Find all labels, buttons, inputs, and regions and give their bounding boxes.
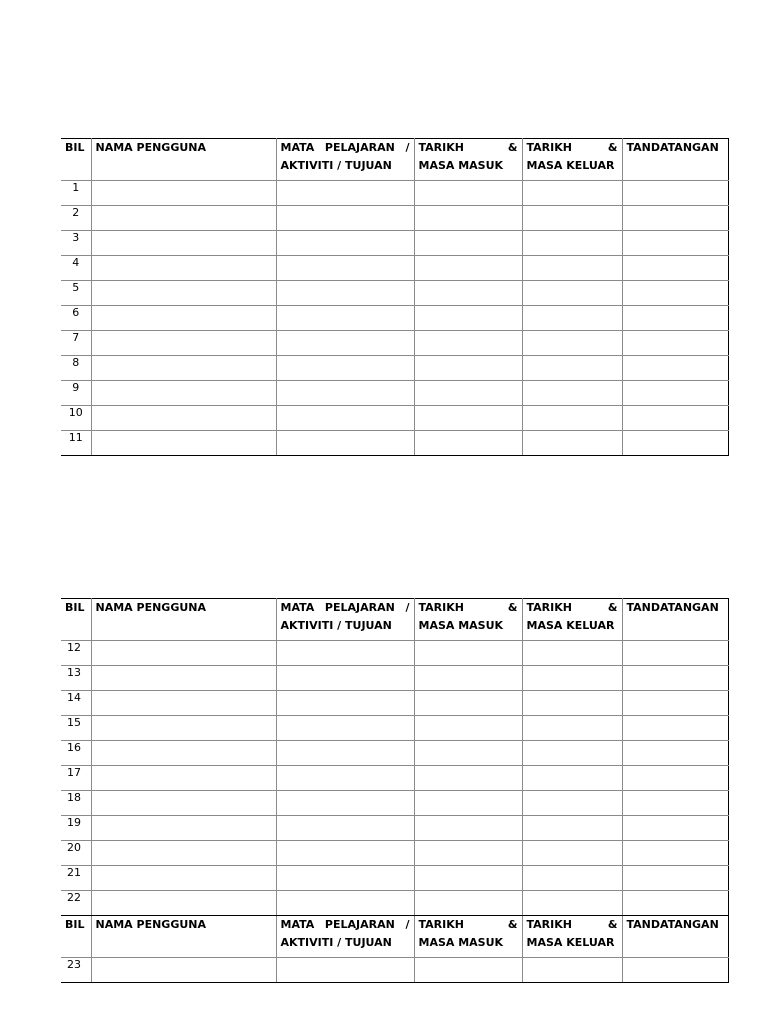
tandatangan-cell[interactable] [622, 666, 728, 691]
tarikh-masa-keluar-cell[interactable] [522, 356, 622, 381]
tandatangan-cell[interactable] [622, 281, 728, 306]
tandatangan-cell[interactable] [622, 231, 728, 256]
bil-cell: 20 [61, 841, 91, 866]
tarikh-masa-keluar-cell[interactable] [522, 741, 622, 766]
header-mata-pelajaran: MATA PELAJARAN / AKTIVITI / TUJUAN [276, 599, 414, 641]
mata-pelajaran-cell[interactable] [276, 331, 414, 356]
tarikh-masa-keluar-cell[interactable] [522, 206, 622, 231]
tandatangan-cell[interactable] [622, 691, 728, 716]
tarikh-masa-keluar-cell[interactable] [522, 666, 622, 691]
log-table-2 [61, 598, 729, 983]
table-row [61, 741, 728, 766]
bil-cell: 13 [61, 666, 91, 691]
tarikh-masa-keluar-cell[interactable] [522, 958, 622, 983]
nama-pengguna-cell[interactable] [91, 181, 276, 206]
nama-pengguna-cell[interactable] [91, 816, 276, 841]
tarikh-masa-keluar-cell[interactable] [522, 256, 622, 281]
mata-pelajaran-cell[interactable] [276, 641, 414, 666]
tarikh-masa-masuk-cell[interactable] [414, 958, 522, 983]
table-row [61, 356, 728, 381]
tandatangan-cell[interactable] [622, 331, 728, 356]
bil-cell: 21 [61, 866, 91, 891]
bil-cell: 14 [61, 691, 91, 716]
header-tarikh-masa-keluar: TARIKH & MASA KELUAR [522, 599, 622, 641]
tarikh-masa-masuk-cell[interactable] [414, 181, 522, 206]
mata-pelajaran-cell[interactable] [276, 181, 414, 206]
mata-pelajaran-cell[interactable] [276, 841, 414, 866]
bil-cell: 23 [61, 958, 91, 983]
mata-pelajaran-cell[interactable] [276, 356, 414, 381]
tarikh-masa-masuk-cell[interactable] [414, 691, 522, 716]
bil-cell: 18 [61, 791, 91, 816]
mata-pelajaran-cell[interactable] [276, 206, 414, 231]
tarikh-masa-keluar-cell[interactable] [522, 791, 622, 816]
tarikh-masa-masuk-cell[interactable] [414, 381, 522, 406]
tarikh-masa-masuk-cell[interactable] [414, 431, 522, 456]
header-tandatangan: TANDATANGAN [622, 599, 728, 641]
nama-pengguna-cell[interactable] [91, 691, 276, 716]
mata-pelajaran-cell[interactable] [276, 381, 414, 406]
header-nama-pengguna: NAMA PENGGUNA [91, 139, 276, 181]
bil-cell: 2 [61, 206, 91, 231]
bil-cell: 6 [61, 306, 91, 331]
table-row [61, 691, 728, 716]
mata-pelajaran-cell[interactable] [276, 431, 414, 456]
tandatangan-cell[interactable] [622, 891, 728, 916]
bil-cell: 11 [61, 431, 91, 456]
table-row [61, 791, 728, 816]
tarikh-masa-keluar-cell[interactable] [522, 641, 622, 666]
mata-pelajaran-cell[interactable] [276, 256, 414, 281]
tarikh-masa-keluar-cell[interactable] [522, 381, 622, 406]
nama-pengguna-cell[interactable] [91, 256, 276, 281]
nama-pengguna-cell[interactable] [91, 431, 276, 456]
table-row [61, 331, 728, 356]
nama-pengguna-cell[interactable] [91, 741, 276, 766]
tarikh-masa-masuk-cell[interactable] [414, 741, 522, 766]
tandatangan-cell[interactable] [622, 641, 728, 666]
mata-pelajaran-cell[interactable] [276, 741, 414, 766]
table-header-row [61, 599, 728, 641]
header-tandatangan: TANDATANGAN [622, 916, 728, 958]
tandatangan-cell[interactable] [622, 741, 728, 766]
tarikh-masa-keluar-cell[interactable] [522, 431, 622, 456]
nama-pengguna-cell[interactable] [91, 331, 276, 356]
nama-pengguna-cell[interactable] [91, 891, 276, 916]
table-row [61, 406, 728, 431]
bil-cell: 19 [61, 816, 91, 841]
tarikh-masa-masuk-cell[interactable] [414, 356, 522, 381]
tarikh-masa-keluar-cell[interactable] [522, 406, 622, 431]
tarikh-masa-keluar-cell[interactable] [522, 306, 622, 331]
mata-pelajaran-cell[interactable] [276, 306, 414, 331]
tarikh-masa-keluar-cell[interactable] [522, 281, 622, 306]
tarikh-masa-keluar-cell[interactable] [522, 231, 622, 256]
table-row [61, 431, 728, 456]
nama-pengguna-cell[interactable] [91, 356, 276, 381]
bil-cell: 15 [61, 716, 91, 741]
table-row [61, 181, 728, 206]
nama-pengguna-cell[interactable] [91, 716, 276, 741]
header-mata-pelajaran: MATA PELAJARAN / AKTIVITI / TUJUAN [276, 139, 414, 181]
tarikh-masa-keluar-cell[interactable] [522, 181, 622, 206]
tarikh-masa-masuk-cell[interactable] [414, 331, 522, 356]
mata-pelajaran-cell[interactable] [276, 281, 414, 306]
mata-pelajaran-cell[interactable] [276, 816, 414, 841]
table-row [61, 891, 728, 916]
table-row [61, 841, 728, 866]
header-tarikh-masa-masuk: TARIKH & MASA MASUK [414, 599, 522, 641]
table-row [61, 666, 728, 691]
header-bil: BIL [61, 139, 91, 181]
nama-pengguna-cell[interactable] [91, 641, 276, 666]
bil-cell: 7 [61, 331, 91, 356]
tarikh-masa-keluar-cell[interactable] [522, 891, 622, 916]
tandatangan-cell[interactable] [622, 381, 728, 406]
bil-cell: 12 [61, 641, 91, 666]
table-row [61, 958, 728, 983]
bil-cell: 1 [61, 181, 91, 206]
tarikh-masa-keluar-cell[interactable] [522, 866, 622, 891]
header-tarikh-masa-masuk: TARIKH & MASA MASUK [414, 139, 522, 181]
tarikh-masa-masuk-cell[interactable] [414, 666, 522, 691]
tarikh-masa-masuk-cell[interactable] [414, 641, 522, 666]
tarikh-masa-keluar-cell[interactable] [522, 841, 622, 866]
header-tarikh-masa-keluar: TARIKH & MASA KELUAR [522, 139, 622, 181]
mata-pelajaran-cell[interactable] [276, 231, 414, 256]
tandatangan-cell[interactable] [622, 256, 728, 281]
table-row [61, 641, 728, 666]
tandatangan-cell[interactable] [622, 816, 728, 841]
table-row [61, 716, 728, 741]
table-row [61, 306, 728, 331]
tarikh-masa-masuk-cell[interactable] [414, 281, 522, 306]
table-row [61, 231, 728, 256]
bil-cell: 8 [61, 356, 91, 381]
header-tarikh-masa-masuk: TARIKH & MASA MASUK [414, 916, 522, 958]
table-row [61, 866, 728, 891]
tandatangan-cell[interactable] [622, 356, 728, 381]
nama-pengguna-cell[interactable] [91, 306, 276, 331]
tarikh-masa-masuk-cell[interactable] [414, 716, 522, 741]
mata-pelajaran-cell[interactable] [276, 691, 414, 716]
tarikh-masa-masuk-cell[interactable] [414, 816, 522, 841]
bil-cell: 10 [61, 406, 91, 431]
mata-pelajaran-cell[interactable] [276, 958, 414, 983]
header-tandatangan: TANDATANGAN [622, 139, 728, 181]
tandatangan-cell[interactable] [622, 791, 728, 816]
tarikh-masa-masuk-cell[interactable] [414, 406, 522, 431]
tandatangan-cell[interactable] [622, 431, 728, 456]
tandatangan-cell[interactable] [622, 841, 728, 866]
nama-pengguna-cell[interactable] [91, 791, 276, 816]
tarikh-masa-masuk-cell[interactable] [414, 766, 522, 791]
tarikh-masa-keluar-cell[interactable] [522, 816, 622, 841]
header-mata-pelajaran: MATA PELAJARAN / AKTIVITI / TUJUAN [276, 916, 414, 958]
table-row [61, 256, 728, 281]
nama-pengguna-cell[interactable] [91, 406, 276, 431]
header-nama-pengguna: NAMA PENGGUNA [91, 599, 276, 641]
tandatangan-cell[interactable] [622, 406, 728, 431]
mata-pelajaran-cell[interactable] [276, 791, 414, 816]
nama-pengguna-cell[interactable] [91, 231, 276, 256]
tarikh-masa-keluar-cell[interactable] [522, 716, 622, 741]
log-table-1 [61, 138, 729, 456]
tarikh-masa-masuk-cell[interactable] [414, 231, 522, 256]
tandatangan-cell[interactable] [622, 181, 728, 206]
nama-pengguna-cell[interactable] [91, 866, 276, 891]
table-row [61, 206, 728, 231]
bil-cell: 9 [61, 381, 91, 406]
tarikh-masa-keluar-cell[interactable] [522, 691, 622, 716]
nama-pengguna-cell[interactable] [91, 841, 276, 866]
table-row [61, 766, 728, 791]
header-nama-pengguna: NAMA PENGGUNA [91, 916, 276, 958]
mata-pelajaran-cell[interactable] [276, 766, 414, 791]
tarikh-masa-masuk-cell[interactable] [414, 891, 522, 916]
bil-cell: 4 [61, 256, 91, 281]
bil-cell: 17 [61, 766, 91, 791]
nama-pengguna-cell[interactable] [91, 958, 276, 983]
tarikh-masa-masuk-cell[interactable] [414, 206, 522, 231]
tarikh-masa-masuk-cell[interactable] [414, 791, 522, 816]
tarikh-masa-masuk-cell[interactable] [414, 256, 522, 281]
mata-pelajaran-cell[interactable] [276, 866, 414, 891]
tarikh-masa-masuk-cell[interactable] [414, 306, 522, 331]
bil-cell: 5 [61, 281, 91, 306]
header-bil: BIL [61, 599, 91, 641]
table-header-row [61, 916, 728, 958]
tandatangan-cell[interactable] [622, 716, 728, 741]
tandatangan-cell[interactable] [622, 866, 728, 891]
table-row [61, 281, 728, 306]
tandatangan-cell[interactable] [622, 306, 728, 331]
tandatangan-cell[interactable] [622, 766, 728, 791]
tandatangan-cell[interactable] [622, 206, 728, 231]
bil-cell: 22 [61, 891, 91, 916]
header-bil: BIL [61, 916, 91, 958]
nama-pengguna-cell[interactable] [91, 766, 276, 791]
tarikh-masa-keluar-cell[interactable] [522, 766, 622, 791]
nama-pengguna-cell[interactable] [91, 281, 276, 306]
table-header-row [61, 139, 728, 181]
tandatangan-cell[interactable] [622, 958, 728, 983]
table-row [61, 816, 728, 841]
mata-pelajaran-cell[interactable] [276, 716, 414, 741]
nama-pengguna-cell[interactable] [91, 666, 276, 691]
header-tarikh-masa-keluar: TARIKH & MASA KELUAR [522, 916, 622, 958]
nama-pengguna-cell[interactable] [91, 206, 276, 231]
tarikh-masa-keluar-cell[interactable] [522, 331, 622, 356]
mata-pelajaran-cell[interactable] [276, 666, 414, 691]
nama-pengguna-cell[interactable] [91, 381, 276, 406]
table-row [61, 381, 728, 406]
mata-pelajaran-cell[interactable] [276, 406, 414, 431]
bil-cell: 3 [61, 231, 91, 256]
bil-cell: 16 [61, 741, 91, 766]
tarikh-masa-masuk-cell[interactable] [414, 841, 522, 866]
mata-pelajaran-cell[interactable] [276, 891, 414, 916]
tarikh-masa-masuk-cell[interactable] [414, 866, 522, 891]
